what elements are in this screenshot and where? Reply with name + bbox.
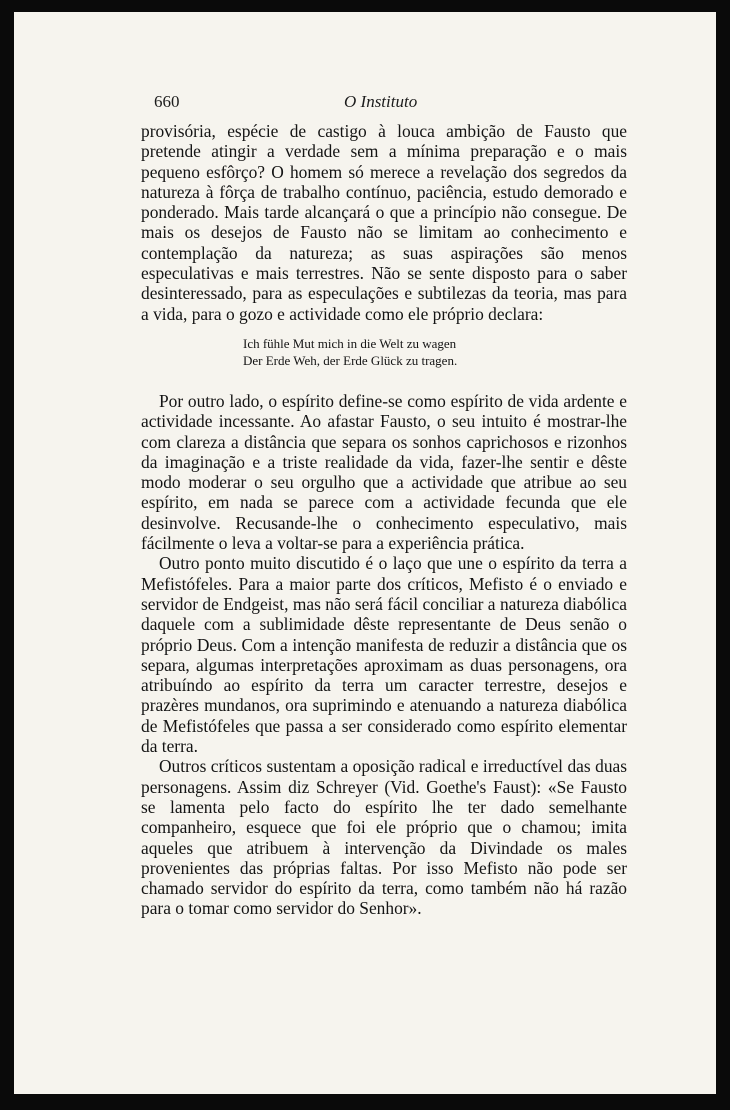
verse-line-1: Ich fühle Mut mich in die Welt zu wagen: [243, 335, 457, 351]
page-number: 660: [154, 92, 180, 111]
paragraph-3: Outro ponto muito discutido é o laço que une o espírito da terra a Mefistófeles. Para a maior parte dos críticos, Mefisto é o enviado e servidor de Endgeist, mas não será fácil conciliar a natureza diabólica daquele com a sublimidade dêste representante de Deus senão o próprio Deus. Com a intenção manifesta de reduzir a distância que os separa, algumas interpretações aproximam as duas personagens, ora atribuíndo ao espírito da terra um caracter terrestre, desejos e prazères mundanos, ora suprimindo e atenuando a natureza diabólica de Mefistófeles que passa a ser considerado como espírito elementar da terra.: [141, 553, 627, 757]
paragraph-1: provisória, espécie de castigo à louca ambição de Fausto que pretende atingir a verdade sem a mínima preparação e o mais pequeno esfôrço? O homem só merece a revelação dos segredos da natureza à fôrça de trabalho contínuo, paciência, estudo demorado e ponderado. Mais tarde alcançará o que a princípio não consegue. De mais os desejos de Fausto não se limitam ao conhecimento e contemplação da natureza; as suas aspirações são menos especulativas e mais terrestres. Não se sente disposto para o saber desinteressado, para as especulações e subtilezas da teoria, mas para a vida, para o gozo e actividade como ele próprio declara:: [141, 121, 627, 324]
running-head: [154, 92, 644, 118]
verse-line-2: Der Erde Weh, der Erde Glück zu tragen.: [243, 352, 458, 368]
paragraph-2: Por outro lado, o espírito define-se como espírito de vida ardente e actividade incessante. Ao afastar Fausto, o seu intuito é mostrar-lhe com clareza a distância que separa os sonhos caprichosos e rizonhos da imaginação e a triste realidade da vida, fazer-lhe sentir e dêste modo moderar o seu orgulho que a actividade que atribue ao seu espírito, em nada se parece com a actividade fecunda que ele desinvolve. Recusande-lhe o conhecimento especulativo, mais fácilmente o leva a voltar-se para a experiência prática.: [141, 390, 627, 554]
verse-quote: [243, 335, 627, 369]
body-text: [141, 121, 627, 919]
paragraph-4: Outros críticos sustentam a oposição radical e irreductível das duas personagens. Assim diz Schreyer (Vid. Goethe's Faust): «Se Fausto se lamenta pelo facto do espírito lhe ter dado semelhante companheiro, esquece que foi ele próprio que o chamou; imita aqueles que atribuem à intervenção da Divindade os males provenientes das próprias faltas. Por isso Mefisto não pode ser chamado servidor do espírito da terra, como também não há razão para o tomar como servidor do Senhor».: [141, 756, 627, 919]
running-title: O Instituto: [344, 92, 418, 111]
